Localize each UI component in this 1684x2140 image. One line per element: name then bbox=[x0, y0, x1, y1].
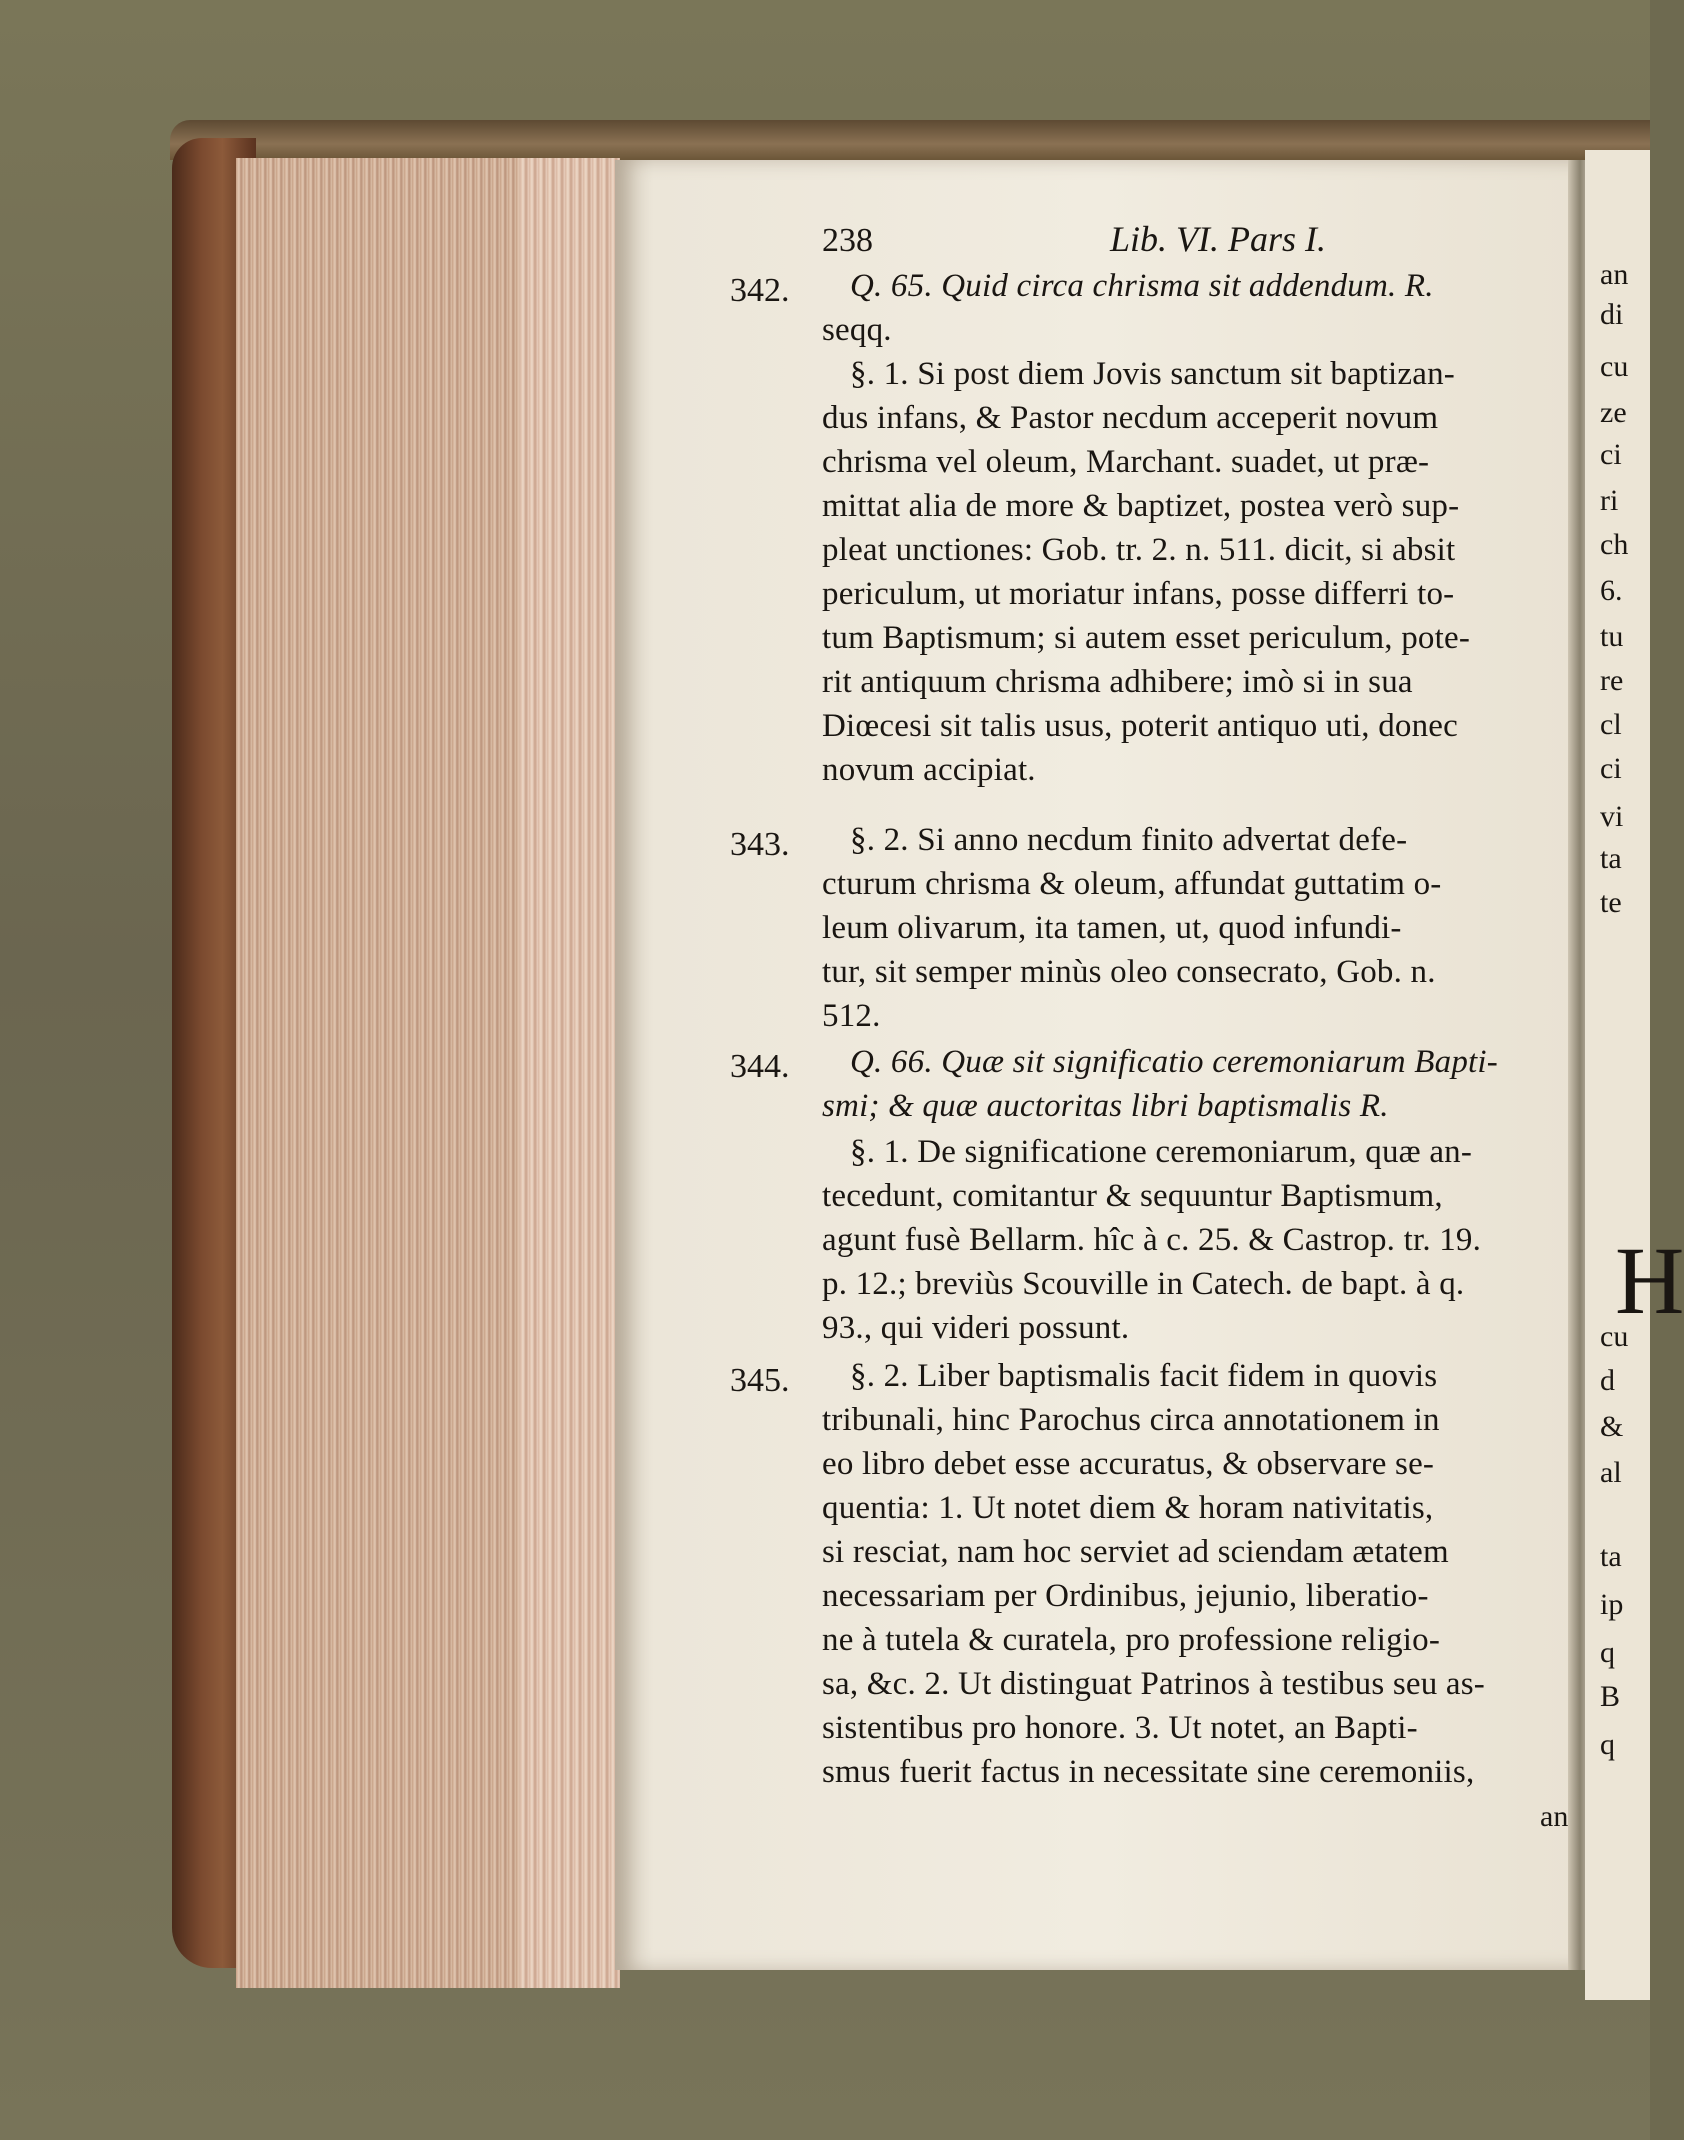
next-page-fragment: ch bbox=[1600, 528, 1629, 561]
text-line: periculum, ut moriatur infans, posse differri to- bbox=[822, 576, 1455, 612]
next-page-drop-cap: H bbox=[1615, 1227, 1684, 1334]
next-page-fragment: cl bbox=[1600, 708, 1622, 741]
text-line: 512. bbox=[822, 998, 881, 1034]
next-page-fragment: tu bbox=[1600, 620, 1624, 653]
next-page-fragment: ci bbox=[1600, 752, 1622, 785]
next-page-fragment: cu bbox=[1600, 350, 1629, 383]
text-line: Diœcesi sit talis usus, poterit antiquo uti, donec bbox=[822, 708, 1459, 744]
text-line: seqq. bbox=[822, 312, 892, 348]
page-number: 238 bbox=[822, 222, 873, 259]
text-line: smus fuerit factus in necessitate sine ceremoniis, bbox=[822, 1754, 1475, 1790]
next-page-fragment: ri bbox=[1600, 484, 1619, 517]
next-page-fragment: 6. bbox=[1600, 574, 1623, 607]
next-page-fragment: & bbox=[1600, 1410, 1624, 1443]
next-page-fragment: ta bbox=[1600, 842, 1622, 875]
text-line: sa, &c. 2. Ut distinguat Patrinos à testibus seu as- bbox=[822, 1666, 1485, 1702]
next-page-fragment: d bbox=[1600, 1364, 1615, 1397]
next-page-fragment: ze bbox=[1600, 396, 1627, 429]
text-line: §. 1. De significatione ceremoniarum, quæ an- bbox=[850, 1134, 1473, 1170]
text-line: necessariam per Ordinibus, jejunio, liberatio- bbox=[822, 1578, 1429, 1614]
text-line: p. 12.; breviùs Scouville in Catech. de bapt. à q. bbox=[822, 1266, 1465, 1302]
text-line: rit antiquum chrisma adhibere; imò si in sua bbox=[822, 664, 1413, 700]
text-line: ne à tutela & curatela, pro professione religio- bbox=[822, 1622, 1441, 1658]
next-page-fragment: re bbox=[1600, 664, 1624, 697]
text-line: cturum chrisma & oleum, affundat guttatim o- bbox=[822, 866, 1442, 902]
next-page-fragment: cu bbox=[1600, 1320, 1629, 1353]
text-line: novum accipiat. bbox=[822, 752, 1036, 788]
next-page-fragment: B bbox=[1600, 1680, 1621, 1713]
next-page-fragment: ta bbox=[1600, 1540, 1622, 1573]
next-page-fragment: al bbox=[1600, 1456, 1622, 1489]
next-page-fragment: an bbox=[1600, 258, 1629, 291]
next-page-fragment: ci bbox=[1600, 438, 1622, 471]
text-line: 93., qui videri possunt. bbox=[822, 1310, 1130, 1346]
text-line: Q. 65. Quid circa chrisma sit addendum. R. bbox=[850, 268, 1434, 304]
text-line: §. 2. Si anno necdum finito advertat defe- bbox=[850, 822, 1408, 858]
next-page-fragment: q bbox=[1600, 1728, 1615, 1761]
next-page-fragment: ip bbox=[1600, 1588, 1624, 1621]
text-line: agunt fusè Bellarm. hîc à c. 25. & Castrop. tr. 19. bbox=[822, 1222, 1482, 1258]
catchword: an bbox=[1540, 1800, 1569, 1833]
next-page-fragment: te bbox=[1600, 886, 1622, 919]
text-line: §. 2. Liber baptismalis facit fidem in quovis bbox=[850, 1358, 1438, 1394]
text-line: sistentibus pro honore. 3. Ut notet, an Bapti- bbox=[822, 1710, 1418, 1746]
text-line: tum Baptismum; si autem esset periculum, pote- bbox=[822, 620, 1471, 656]
next-page-fragment: q bbox=[1600, 1636, 1615, 1669]
text-line: pleat unctiones: Gob. tr. 2. n. 511. dicit, si absit bbox=[822, 532, 1456, 568]
paragraph-number: 343. bbox=[730, 826, 790, 863]
page-block-edges-inner bbox=[520, 158, 620, 1988]
text-line: si resciat, nam hoc serviet ad sciendam ætatem bbox=[822, 1534, 1449, 1570]
text-line: §. 1. Si post diem Jovis sanctum sit baptizan- bbox=[850, 356, 1455, 392]
next-page-fragment: di bbox=[1600, 298, 1624, 331]
text-line: eo libro debet esse accuratus, & observare se- bbox=[822, 1446, 1435, 1482]
paragraph-number: 344. bbox=[730, 1048, 790, 1085]
paragraph-number: 342. bbox=[730, 272, 790, 309]
text-line: chrisma vel oleum, Marchant. suadet, ut præ- bbox=[822, 444, 1430, 480]
next-page-fragment: vi bbox=[1600, 800, 1624, 833]
running-title: Lib. VI. Pars I. bbox=[1110, 219, 1326, 259]
text-line: dus infans, & Pastor necdum acceperit novum bbox=[822, 400, 1439, 436]
text-line: quentia: 1. Ut notet diem & horam nativitatis, bbox=[822, 1490, 1434, 1526]
text-line: leum olivarum, ita tamen, ut, quod infundi- bbox=[822, 910, 1402, 946]
text-line: Q. 66. Quæ sit significatio ceremoniarum Bapti- bbox=[850, 1044, 1498, 1080]
paragraph-number: 345. bbox=[730, 1362, 790, 1399]
text-line: tecedunt, comitantur & sequuntur Baptismum, bbox=[822, 1178, 1443, 1214]
text-line: tribunali, hinc Parochus circa annotationem in bbox=[822, 1402, 1440, 1438]
text-line: mittat alia de more & baptizet, postea verò sup- bbox=[822, 488, 1460, 524]
book-cover-top-edge bbox=[170, 120, 1650, 160]
text-line: smi; & quæ auctoritas libri baptismalis R. bbox=[822, 1088, 1389, 1124]
text-line: tur, sit semper minùs oleo consecrato, Gob. n. bbox=[822, 954, 1436, 990]
